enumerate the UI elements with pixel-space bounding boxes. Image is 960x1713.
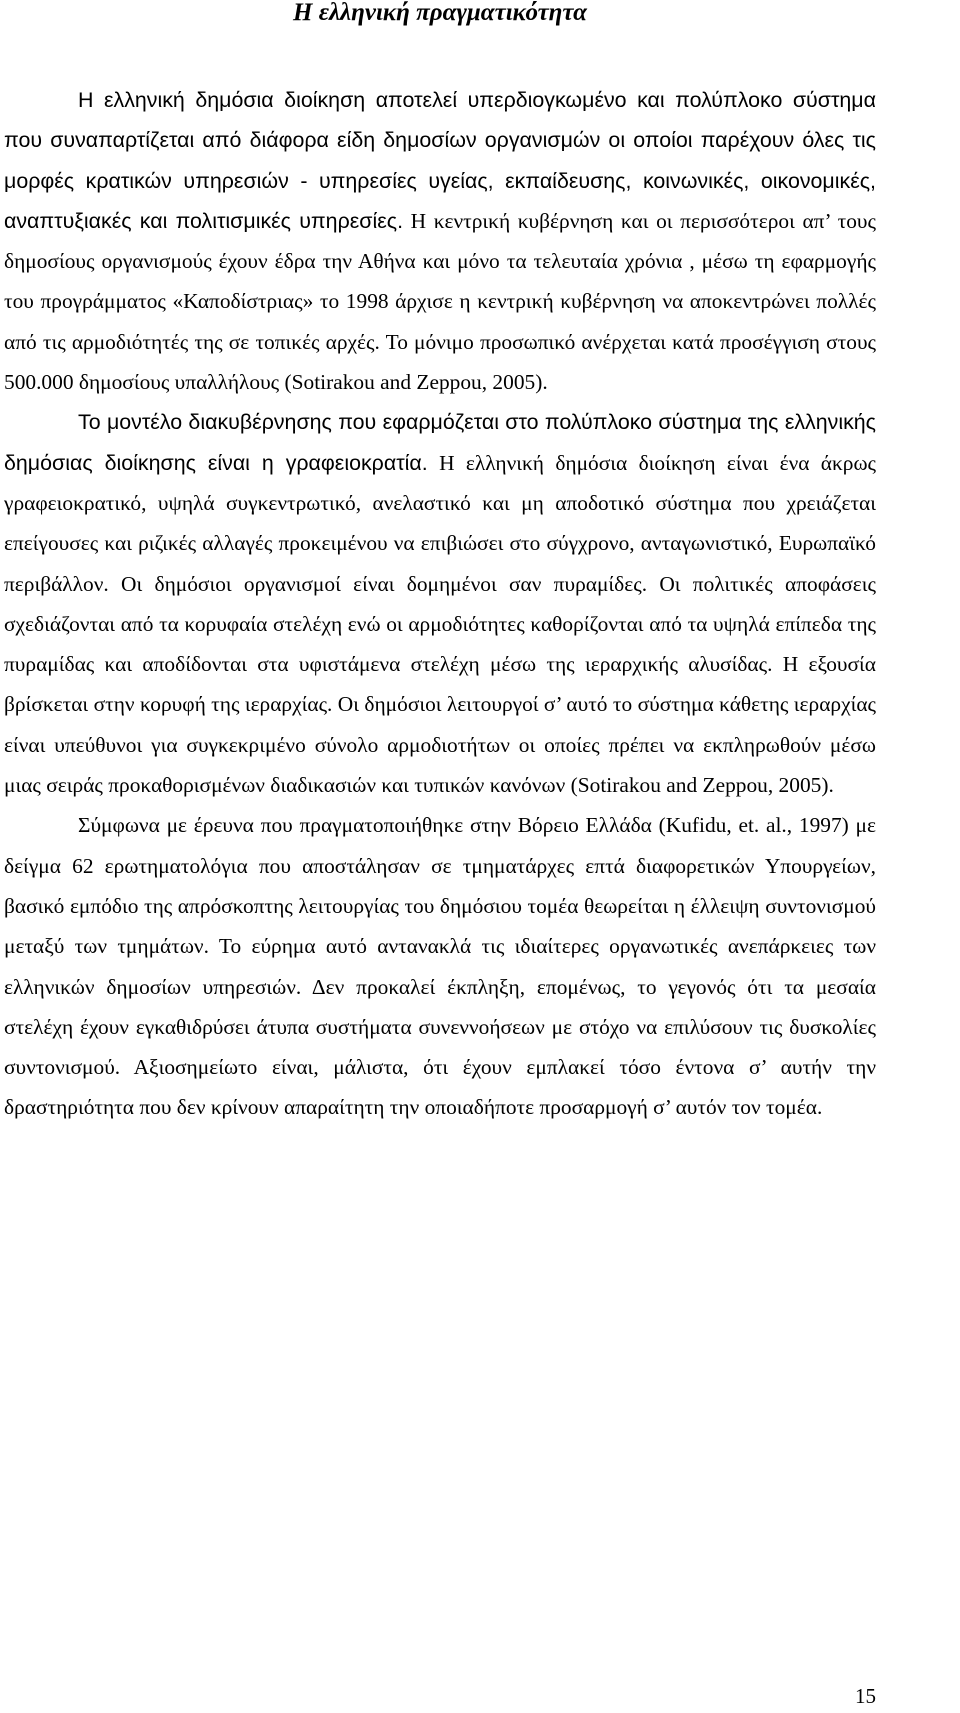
body-text [4,80,876,1128]
paragraph-3 [4,805,876,1127]
paragraph-3-serif-text: Σύμφωνα με έρευνα που πραγματοποιήθηκε στην Βόρειο Ελλάδα (Kufidu, et. al., 1997) με δείγμα 62 ερωτηματολόγια που αποστάλησαν σε τμηματάρχες επτά διαφορετικών Υπουργείων, βασικό εμπόδιο της απρόσκοπτης λειτουργίας του δημόσιου τομέα θεωρείται η έλλειψη συντονισμού μεταξύ των τμημάτων. Το εύρημα αυτό αντανακλά τις ιδιαίτερες οργανωτικές ανεπάρκειες των ελληνικών δημοσίων υπηρεσιών. Δεν προκαλεί έκπληξη, επομένως, το γεγονός ότι τα μεσαία στελέχη έχουν εγκαθιδρύσει άτυπα συστήματα συνεννοήσεων με στόχο να επιλύσουν τις δυσκολίες συντονισμού. Αξιοσημείωτο είναι, μάλιστα, ότι έχουν εμπλακεί τόσο έντονα σ’ αυτήν την δραστηριότητα που δεν κρίνουν απαραίτητη την οποιαδήποτε προσαρμογή σ’ αυτόν τον τομέα. [4,813,876,1120]
paragraph-2-sans-text: Το μοντέλο διακυβέρνησης που εφαρμόζεται στο πολύπλοκο σύστημα της ελληνικής δημόσιας διοίκησης είναι η γραφειοκρατία. [4,410,876,475]
paragraph-1-serif-text: Η κεντρική κυβέρνηση και οι περισσότεροι απ’ τους δημοσίους οργανισμούς έχουν έδρα την Αθήνα και μόνο τα τελευταία χρόνια , μέσω τη εφαρμογής του προγράμματος «Καποδίστριας» το 1998 άρχισε η κεντρική κυβέρνηση να αποκεντρώνει πολλές από τις αρμοδιότητές της σε τοπικές αρχές. Το μόνιμο προσωπικό ανέρχεται κατά προσέγγιση στους 500.000 δημοσίους υπαλλήλους (Sotirakou and Zeppou, 2005). [4,208,876,395]
paragraph-2 [4,402,876,805]
page-number: 15 [855,1684,876,1708]
section-title: Η ελληνική πραγματικότητα [293,0,587,26]
paragraph-1-sans-text: Η ελληνική δημόσια διοίκηση αποτελεί υπερδιογκωμένο και πολύπλοκο σύστημα που συναπαρτίζεται από διάφορα είδη δημοσίων οργανισμών οι οποίοι παρέχουν όλες τις μορφές κρατικών υπηρεσιών - υπηρεσίες υγείας, εκπαίδευσης, κοινωνικές, οικονομικές, αναπτυξιακές και πολιτισμικές υπηρεσίες. [4,88,876,233]
paragraph-2-serif-text: Η ελληνική δημόσια διοίκηση είναι ένα άκρως γραφειοκρατικό, υψηλά συγκεντρωτικό, ανελαστικό και μη αποδοτικό σύστημα που χρειάζεται επείγουσες και ριζικές αλλαγές προκειμένου να επιβιώσει στο σύγχρονο, ανταγωνιστικό, Ευρωπαϊκό περιβάλλον. Οι δημόσιοι οργανισμοί είναι δομημένοι σαν πυραμίδες. Οι πολιτικές αποφάσεις σχεδιάζονται από τα κορυφαία στελέχη ενώ οι αρμοδιότητες καθορίζονται από τα υψηλά επίπεδα της πυραμίδας και αποδίδονται στα υφιστάμενα στελέχη μέσω της ιεραρχικής αλυσίδας. Η εξουσία βρίσκεται στην κορυφή της ιεραρχίας. Οι δημόσιοι λειτουργοί σ’ αυτό το σύστημα κάθετης ιεραρχίας είναι υπεύθυνοι για συγκεκριμένο σύνολο αρμοδιοτήτων οι οποίες πρέπει να εκπληρωθούν μέσω μιας σειράς προκαθορισμένων διαδικασιών και τυπικών κανόνων (Sotirakou and Zeppou, 2005). [4,450,877,798]
paragraph-1 [4,80,876,402]
